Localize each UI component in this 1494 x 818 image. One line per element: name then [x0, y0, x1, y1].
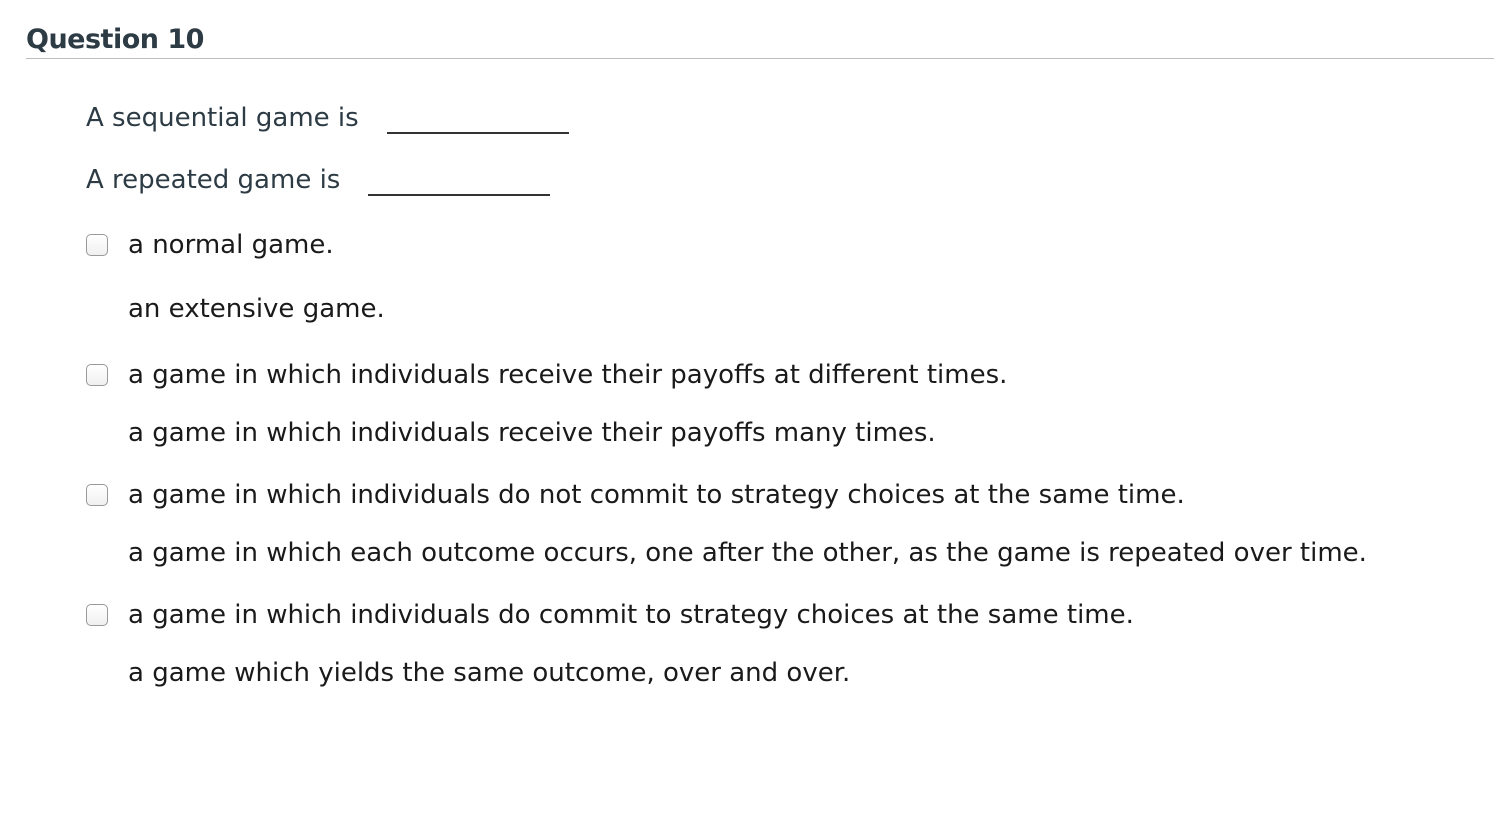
option-checkbox[interactable] — [86, 484, 108, 506]
answer-blank[interactable] — [368, 172, 550, 196]
prompt-label: A repeated game is — [86, 165, 341, 195]
option-label: a normal game. — [128, 230, 334, 260]
answer-blank[interactable] — [387, 110, 569, 134]
question-title: Question 10 — [26, 24, 204, 55]
prompt-sequential-game — [86, 102, 569, 134]
answer-option[interactable] — [86, 228, 334, 262]
option-text-line: an extensive game. — [128, 294, 385, 324]
option-label: a game in which individuals do not commit to strategy choices at the same time. — [128, 480, 1185, 510]
option-text-line: a game which yields the same outcome, over and over. — [128, 658, 851, 688]
prompt-label: A sequential game is — [86, 103, 359, 133]
option-label: a game in which individuals receive their payoffs at different times. — [128, 360, 1008, 390]
question-header — [26, 22, 1494, 59]
option-checkbox[interactable] — [86, 364, 108, 386]
option-label: a game in which individuals do commit to strategy choices at the same time. — [128, 600, 1134, 630]
option-text-line: a game in which individuals receive their payoffs many times. — [128, 418, 936, 448]
prompt-repeated-game — [86, 164, 550, 196]
option-checkbox[interactable] — [86, 234, 108, 256]
option-checkbox[interactable] — [86, 604, 108, 626]
answer-option[interactable] — [86, 358, 1007, 392]
answer-option[interactable] — [86, 478, 1185, 512]
option-text-line: a game in which each outcome occurs, one after the other, as the game is repeated over time. — [128, 538, 1367, 568]
answer-option[interactable] — [86, 598, 1134, 632]
